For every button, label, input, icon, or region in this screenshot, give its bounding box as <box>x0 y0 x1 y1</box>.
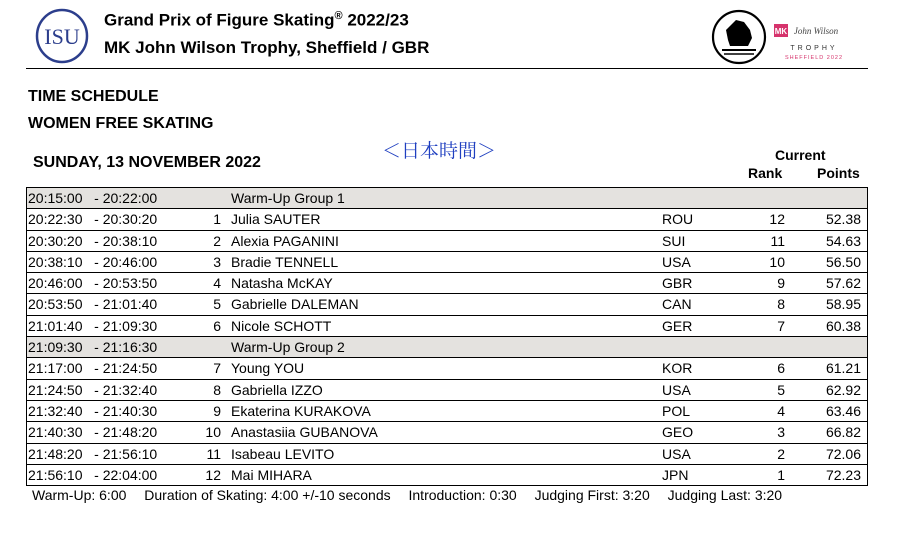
start-number-cell: 8 <box>213 381 221 398</box>
start-number-cell: 2 <box>213 232 221 249</box>
points-cell: 60.38 <box>825 317 861 334</box>
rank-cell: 6 <box>777 360 785 377</box>
nation-cell: ROU <box>662 211 694 228</box>
table-row <box>27 358 867 379</box>
rank-cell: 3 <box>777 424 785 441</box>
time-cell: 21:24:50 - 21:32:40 <box>28 381 158 398</box>
time-cell: 20:46:00 - 20:53:50 <box>28 275 158 292</box>
time-cell: 21:56:10 - 22:04:00 <box>28 466 158 483</box>
footer-duration: Duration of Skating: 4:00 +/-10 seconds <box>144 487 391 503</box>
table-row <box>27 231 867 252</box>
schedule-table <box>26 187 868 486</box>
time-cell: 20:15:00 - 20:22:00 <box>28 190 158 206</box>
points-cell: 61.21 <box>825 360 861 377</box>
rank-cell: 9 <box>777 275 785 292</box>
warmup-row <box>27 337 867 358</box>
points-cell: 66.82 <box>825 424 861 441</box>
svg-text:SHEFFIELD 2022: SHEFFIELD 2022 <box>784 55 844 61</box>
section-title: TIME SCHEDULE <box>28 88 159 105</box>
start-number-cell: 3 <box>213 253 221 270</box>
footer-intro: Introduction: 0:30 <box>408 487 517 503</box>
table-row <box>27 401 867 422</box>
table-row <box>27 273 867 294</box>
nation-cell: CAN <box>662 296 692 313</box>
warmup-row <box>27 188 867 209</box>
footer-judging-first: Judging First: 3:20 <box>534 487 650 503</box>
nation-cell: USA <box>662 381 691 398</box>
footer-notes <box>32 487 796 503</box>
skater-name-cell: Gabrielle DALEMAN <box>231 296 359 313</box>
column-header-current: Current <box>775 147 826 163</box>
time-cell: 21:32:40 - 21:40:30 <box>28 402 158 419</box>
start-number-cell: 5 <box>213 296 221 313</box>
points-cell: 52.38 <box>825 211 861 228</box>
svg-text:MK: MK <box>774 27 788 36</box>
svg-text:John Wilson: John Wilson <box>793 26 839 36</box>
skater-name-cell: Julia SAUTER <box>231 211 321 228</box>
start-number-cell: 12 <box>205 466 221 483</box>
time-cell: 21:09:30 - 21:16:30 <box>28 339 158 356</box>
table-row <box>27 422 867 443</box>
time-cell: 20:30:20 - 20:38:10 <box>28 232 158 249</box>
nation-cell: KOR <box>662 360 693 377</box>
points-cell: 72.06 <box>825 445 861 462</box>
skater-name-cell: Nicole SCHOTT <box>231 317 332 334</box>
start-number-cell: 7 <box>213 360 221 377</box>
nation-cell: USA <box>662 445 691 462</box>
time-cell: 21:01:40 - 21:09:30 <box>28 317 158 334</box>
time-cell: 21:17:00 - 21:24:50 <box>28 360 158 377</box>
nation-cell: POL <box>662 402 691 419</box>
nation-cell: JPN <box>662 466 689 483</box>
rank-cell: 2 <box>777 445 785 462</box>
skater-name-cell: Mai MIHARA <box>231 466 312 483</box>
time-cell: 20:38:10 - 20:46:00 <box>28 253 158 270</box>
skater-name-cell: Alexia PAGANINI <box>231 232 339 249</box>
rank-cell: 1 <box>777 466 785 483</box>
time-cell: 20:22:30 - 20:30:20 <box>28 211 158 228</box>
skater-name-cell: Young YOU <box>231 360 305 377</box>
isu-logo <box>34 8 90 64</box>
start-number-cell: 1 <box>213 211 221 228</box>
table-row <box>27 380 867 401</box>
footer-warmup: Warm-Up: 6:00 <box>32 487 127 503</box>
skater-name-cell: Bradie TENNELL <box>231 253 339 270</box>
nation-cell: GBR <box>662 275 693 292</box>
skater-name-cell: Ekaterina KURAKOVA <box>231 402 371 419</box>
nation-cell: GER <box>662 317 693 334</box>
schedule-date: SUNDAY, 13 NOVEMBER 2022 <box>33 154 261 171</box>
start-number-cell: 10 <box>205 424 221 441</box>
table-row <box>27 252 867 273</box>
skater-name-cell: Warm-Up Group 2 <box>231 339 345 356</box>
rank-cell: 7 <box>777 317 785 334</box>
skater-name-cell: Anastasiia GUBANOVA <box>231 424 378 441</box>
svg-text:TROPHY: TROPHY <box>790 45 838 52</box>
rank-cell: 11 <box>770 232 785 249</box>
points-cell: 63.46 <box>825 402 861 419</box>
table-row <box>27 209 867 230</box>
header-divider <box>26 68 868 69</box>
points-cell: 62.92 <box>825 381 861 398</box>
rank-cell: 10 <box>769 253 785 270</box>
rank-cell: 4 <box>777 402 785 419</box>
skater-name-cell: Natasha McKAY <box>231 275 333 292</box>
start-number-cell: 6 <box>213 317 221 334</box>
trophy-logo <box>710 8 870 66</box>
rank-cell: 5 <box>777 381 785 398</box>
skater-name-cell: Warm-Up Group 1 <box>231 190 345 206</box>
start-number-cell: 4 <box>213 275 221 292</box>
column-header-points: Points <box>817 165 860 181</box>
skater-name-cell: Gabriella IZZO <box>231 381 323 398</box>
time-cell: 20:53:50 - 21:01:40 <box>28 296 158 313</box>
svg-text:ISU: ISU <box>44 24 80 49</box>
nation-cell: SUI <box>662 232 686 249</box>
start-number-cell: 9 <box>213 402 221 419</box>
skater-name-cell: Isabeau LEVITO <box>231 445 335 462</box>
nation-cell: USA <box>662 253 691 270</box>
column-header-rank: Rank <box>748 165 783 181</box>
rank-cell: 8 <box>777 296 785 313</box>
points-cell: 54.63 <box>825 232 861 249</box>
local-time-note: ＜日本時間＞ <box>382 140 497 162</box>
event-subtitle: MK John Wilson Trophy, Sheffield / GBR <box>104 38 430 57</box>
table-row <box>27 444 867 465</box>
event-title: Grand Prix of Figure Skating® 2022/23 <box>104 10 409 30</box>
nation-cell: GEO <box>662 424 694 441</box>
time-cell: 21:40:30 - 21:48:20 <box>28 424 158 441</box>
table-row <box>27 316 867 337</box>
points-cell: 56.50 <box>825 253 861 270</box>
table-row <box>27 294 867 315</box>
points-cell: 72.23 <box>825 466 861 483</box>
event-name: WOMEN FREE SKATING <box>28 115 214 132</box>
footer-judging-last: Judging Last: 3:20 <box>667 487 783 503</box>
rank-cell: 12 <box>769 211 785 228</box>
table-row <box>27 465 867 486</box>
start-number-cell: 11 <box>206 445 221 462</box>
points-cell: 57.62 <box>825 275 861 292</box>
points-cell: 58.95 <box>825 296 861 313</box>
time-cell: 21:48:20 - 21:56:10 <box>28 445 158 462</box>
